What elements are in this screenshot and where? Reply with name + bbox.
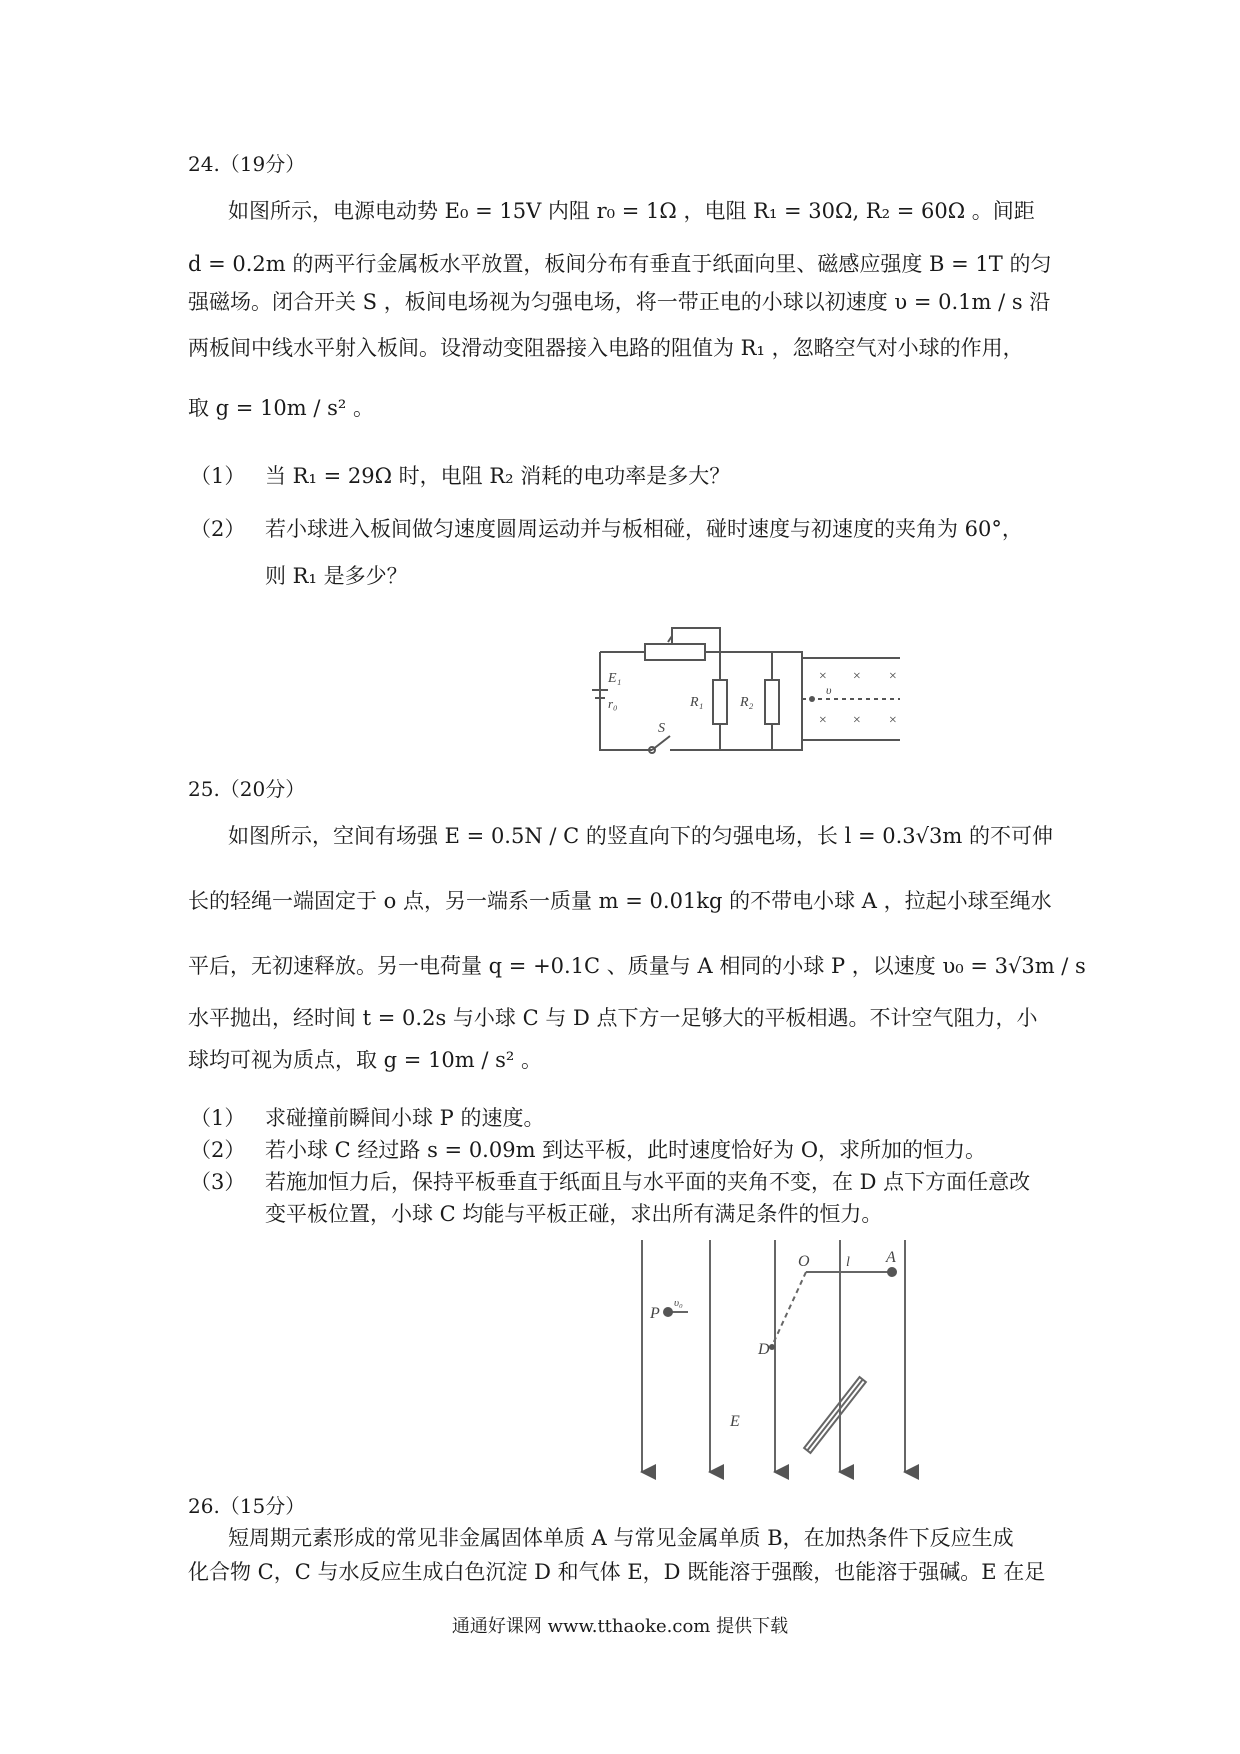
label-r0: r₀ <box>608 696 618 711</box>
label-e: E <box>730 1413 740 1430</box>
q24-line-3: 强磁场。闭合开关 S ，板间电场视为匀强电场，将一带正电的小球以初速度 υ = 0.1m / s 沿 <box>188 290 1051 314</box>
q24-heading: 24.（19分） <box>188 152 306 176</box>
q25-item-2-num: （2） <box>190 1138 246 1162</box>
q24-line-5: 取 g = 10m / s² 。 <box>188 396 374 420</box>
q24-line-1: 如图所示，电源电动势 E₀ = 15V 内阻 r₀ = 1Ω ，电阻 R₁ = 30Ω, R₂ = 60Ω 。间距 <box>228 199 1035 223</box>
label-a: A <box>886 1249 896 1266</box>
svg-text:×: × <box>852 669 862 684</box>
q25-item-1-num: （1） <box>190 1106 246 1130</box>
q26-line-2: 化合物 C，C 与水反应生成白色沉淀 D 和气体 E，D 既能溶于强酸，也能溶于强碱。E 在足 <box>188 1560 1046 1584</box>
q25-item-3-num: （3） <box>190 1170 246 1194</box>
q25-line-5: 球均可视为质点，取 g = 10m / s² 。 <box>188 1048 542 1072</box>
q25-item-3-text: 若施加恒力后，保持平板垂直于纸面且与水平面的夹角不变，在 D 点下方面任意改 <box>265 1170 1031 1194</box>
q25-line-1: 如图所示，空间有场强 E = 0.5N / C 的竖直向下的匀强电场，长 l = 0.3√3m 的不可伸 <box>228 824 1053 848</box>
field-diagram <box>630 1240 930 1480</box>
q24-line-2: d = 0.2m 的两平行金属板水平放置，板间分布有垂直于纸面向里、磁感应强度 B = 1T 的匀 <box>188 252 1052 276</box>
label-l: l <box>846 1255 850 1270</box>
circuit-diagram <box>590 610 910 760</box>
label-d: D <box>758 1341 770 1358</box>
label-v0: υ₀ <box>674 1297 683 1309</box>
q26-line-1: 短周期元素形成的常见非金属固体单质 A 与常见金属单质 B，在加热条件下反应生成 <box>228 1526 1014 1550</box>
q25-heading: 25.（20分） <box>188 777 306 801</box>
q25-item-3-text-cont: 变平板位置，小球 C 均能与平板正碰，求出所有满足条件的恒力。 <box>265 1202 883 1226</box>
label-o: O <box>798 1253 810 1270</box>
label-p: P <box>650 1305 660 1322</box>
q25-item-1-text: 求碰撞前瞬间小球 P 的速度。 <box>265 1106 545 1130</box>
label-r2: R₂ <box>740 695 754 710</box>
q25-line-2: 长的轻绳一端固定于 o 点，另一端系一质量 m = 0.01kg 的不带电小球 A ，拉起小球至绳水 <box>188 889 1052 913</box>
q24-item-2-num: （2） <box>190 517 246 541</box>
label-e1: E₁ <box>608 671 622 686</box>
label-s: S <box>658 721 665 736</box>
svg-text:×: × <box>888 713 898 728</box>
page-footer: 通通好课网 www.tthaoke.com 提供下载 <box>451 1616 789 1637</box>
label-r1: R₁ <box>690 695 704 710</box>
q25-item-2-text: 若小球 C 经过路 s = 0.09m 到达平板，此时速度恰好为 O，求所加的恒力。 <box>265 1138 987 1162</box>
svg-text:×: × <box>818 713 828 728</box>
q24-item-1-num: （1） <box>190 464 246 488</box>
svg-text:×: × <box>818 669 828 684</box>
q26-heading: 26.（15分） <box>188 1494 306 1518</box>
q24-line-4: 两板间中线水平射入板间。设滑动变阻器接入电路的阻值为 R₁ ，忽略空气对小球的作用， <box>188 336 1024 360</box>
label-v: υ <box>826 683 832 697</box>
q24-item-2-text-cont: 则 R₁ 是多少？ <box>265 564 408 588</box>
q25-line-4: 水平抛出，经时间 t = 0.2s 与小球 C 与 D 点下方一足够大的平板相遇。不计空气阻力，小 <box>188 1006 1038 1030</box>
q24-item-2-text: 若小球进入板间做匀速度圆周运动并与板相碰，碰时速度与初速度的夹角为 60°， <box>265 517 1023 541</box>
svg-text:×: × <box>852 713 862 728</box>
q24-item-1-text: 当 R₁ = 29Ω 时，电阻 R₂ 消耗的电功率是多大？ <box>265 464 731 488</box>
svg-text:×: × <box>888 669 898 684</box>
q25-line-3: 平后，无初速释放。另一电荷量 q = +0.1C 、质量与 A 相同的小球 P ，以速度 υ₀ = 3√3m / s <box>188 954 1086 978</box>
